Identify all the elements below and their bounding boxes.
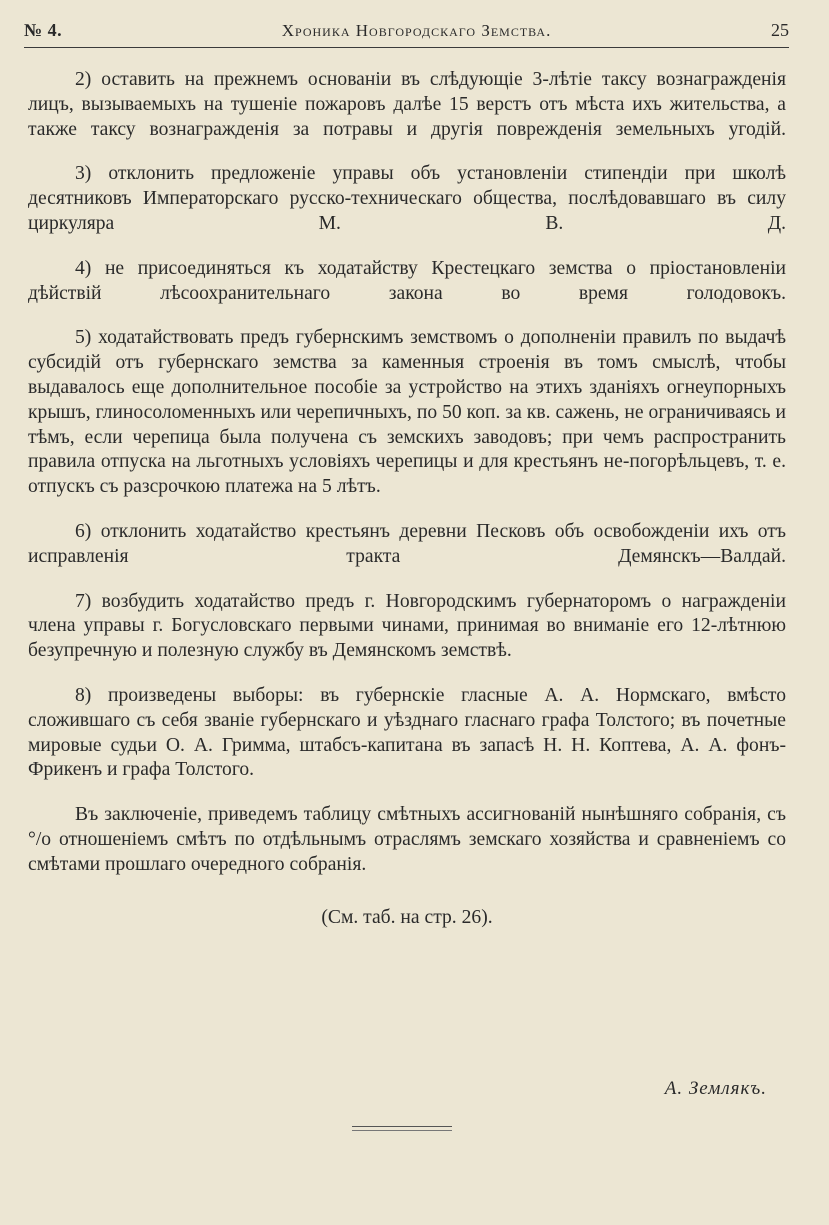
paragraph-item-4: 4) не присоединяться къ ходатайству Крестецкаго земства о пріостановленіи дѣйствій лѣсоохранительнаго закона во время голодовокъ. xyxy=(28,257,786,304)
paragraph-item-6: 6) отклонить ходатайство крестьянъ деревни Песковъ объ освобожденіи ихъ отъ исправленія тракта Демянскъ—Валдай. xyxy=(28,520,786,567)
paragraph-item-7: 7) возбудить ходатайство предъ г. Новгородскимъ губернаторомъ о награжденіи члена управы г. Богусловскаго первыми чинами, принимая во вниманіе его 12-лѣтнюю безупречную и полезную службу въ Демянскомъ земствѣ. xyxy=(28,590,786,662)
page-number: 25 xyxy=(771,20,789,40)
paragraph-item-3: 3) отклонить предложеніе управы объ установленіи стипендіи при школѣ десятниковъ Императорскаго русско-техническаго общества, послѣдовавшаго въ силу циркуляра М. В. Д. xyxy=(28,163,786,234)
author-signature: А. Землякъ. xyxy=(664,1078,767,1099)
running-header xyxy=(24,20,789,46)
table-reference: (См. таб. на стр. 26). xyxy=(321,906,493,928)
paragraph-item-5: 5) ходатайствовать предъ губернскимъ земствомъ о дополненіи правилъ по выдачѣ субсидій отъ губернскаго земства за каменныя строенія въ томъ смыслѣ, чтобы выдавалось еще дополнительное пособіе за устройство на этихъ зданіяхъ огнеупорныхъ крышъ, глиносоломенныхъ или черепичныхъ, по 50 коп. за кв. сажень, не ограничиваясь и тѣмъ, если черепица была получена съ земскихъ заводовъ; при чемъ распространить правила отпуска на льготныхъ условіяхъ черепицы и для крестьянъ не-погорѣльцевъ, т. е. отпускъ съ разсрочкою платежа на 5 лѣтъ. xyxy=(28,327,786,498)
paragraph-item-2: 2) оставить на прежнемъ основаніи въ слѣдующіе 3-лѣтіе таксу вознагражденія лицъ, вызываемыхъ на тушеніе пожаровъ далѣе 15 верстъ отъ мѣста ихъ жительства, а также таксу вознагражденія за потравы и другія поврежденія земельныхъ угодій. xyxy=(28,69,786,140)
end-rule xyxy=(352,1126,452,1131)
header-rule xyxy=(24,47,789,48)
paragraph-conclusion: Въ заключеніе, приведемъ таблицу смѣтныхъ ассигнованій нынѣшняго собранія, съ °/о отношеніемъ смѣтъ по отдѣльнымъ отраслямъ земскаго хозяйства и сравненіемъ со смѣтами прошлаго очередного собранія. xyxy=(28,804,786,875)
page-body xyxy=(28,68,786,930)
paragraph-item-8: 8) произведены выборы: въ губернскіе гласные А. А. Нормскаго, вмѣсто сложившаго съ себя званіе губернскаго и уѣзднаго гласнаго графа Толстого; въ почетные мировые судьи О. А. Гримма, штабсъ-капитана въ запасѣ Н. Н. Коптева, А. А. фонъ-Фрикенъ и графа Толстого. xyxy=(28,684,786,781)
issue-number: № 4. xyxy=(24,20,63,40)
journal-title: Хроника Новгородскаго Земства. xyxy=(281,21,552,40)
